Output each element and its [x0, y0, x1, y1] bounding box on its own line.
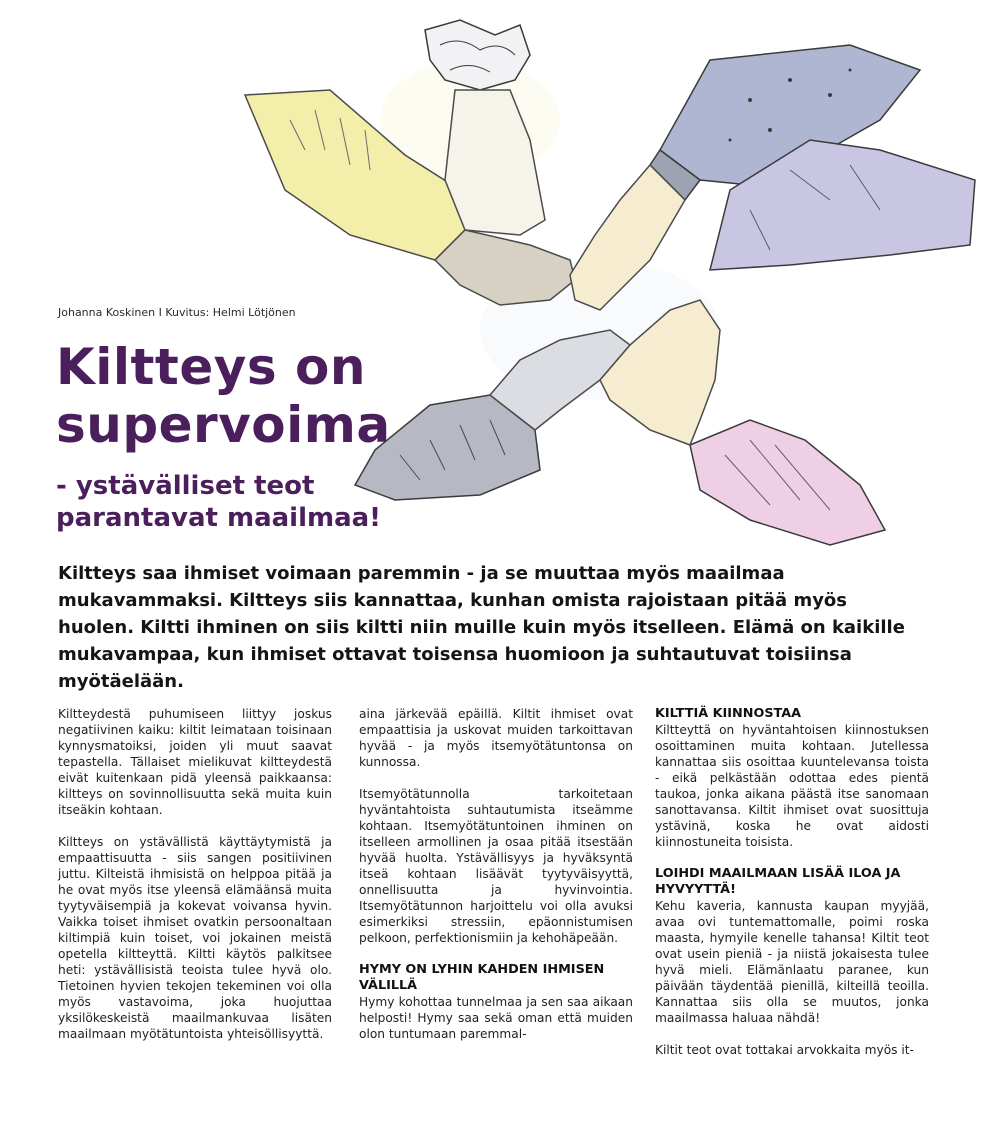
body-paragraph: aina järkevää epäillä. Kiltit ihmiset ovat empaattisia ja uskovat muiden tarkoittavan hyvää - ja myös itsemyötätuntonsa on kunnossa.	[359, 707, 633, 769]
body-paragraph: Kiltteys on ystävällistä käyttäytymistä ja empaattisuutta - siis sangen positiivinen juttu. Kilteistä ihmisistä on helppoa pitää ja he ovat myös itse yleensä elämäänsä muita tyytyväisempiä ja kokevat voivansa hyvin. Vaikka toiset ihmiset ovatkin persoonaltaan kiltimpiä kuin toiset, voi jokainen meistä opetella kiltteyttä. Kiltti käytös palkitsee heti: ystävällisistä teoista tulee hyvä olo. Tietoinen hyvien tekojen tekeminen voi olla myös vastavoima, joka huojuttaa yksilökeskeistä maailmankuvaa lisäten maailmaan myötätuntoista yhteisöllisyyttä.	[58, 835, 332, 1041]
pink-sleeve-arm	[600, 300, 885, 545]
column-3	[655, 706, 929, 1074]
headline	[56, 338, 391, 454]
body-paragraph: Kiltteyttä on hyväntahtoisen kiinnostuksen osoittaminen muita kohtaan. Jutellessa kannattaa siis osoittaa kuuntelevansa toista - eikä pelkästään odottaa edes pientä taukoa, jonka aikana päästä itse sanomaan sanottavansa. Kiltit ihmiset ovat suosittuja ystävinä, koska he ovat aidosti kiinnostuneita toisista.	[655, 723, 929, 849]
subheadline-line-2: parantavat maailmaa!	[56, 503, 382, 533]
section-heading-hymy: HYMY ON LYHIN KAHDEN IHMISEN VÄLILLÄ	[359, 962, 605, 993]
subheadline	[56, 470, 381, 534]
section-heading-loihdi: LOIHDI MAAILMAAN LISÄÄ ILOA JA HYVYYTTÄ!	[655, 866, 901, 897]
byline: Johanna Koskinen I Kuvitus: Helmi Lötjönen	[58, 306, 296, 319]
subheadline-line-1: - ystävälliset teot	[56, 471, 315, 501]
headline-line-2: supervoima	[56, 396, 391, 454]
column-1	[58, 706, 332, 1058]
headline-line-1: Kiltteys on	[56, 338, 366, 396]
lead-paragraph: Kiltteys saa ihmiset voimaan paremmin - ja se muuttaa myös maailmaa mukavammaksi. Kiltteys siis kannattaa, kunhan omista rajoistaan pitää myös huolen. Kiltti ihminen on siis kiltti niin muille kuin myös itselleen. Elämä on kaikille mukavampaa, kun ihmiset ottavat toisensa huomioon ja suhtautuvat toisiinsa myötäelään.	[58, 563, 905, 692]
column-2	[359, 706, 633, 1058]
body-paragraph: Kiltit teot ovat tottakai arvokkaita myös it-	[655, 1043, 914, 1057]
body-paragraph: Kehu kaveria, kannusta kaupan myyjää, avaa ovi tuntemattomalle, poimi roska maasta, hymyile kenelle tahansa! Kiltit teot ovat usein pieniä - ja niistä jokaisesta tulee hyvä mieli. Elämänlaatu paranee, kun päivään täydentää pienillä, kilteillä teoilla. Kannattaa siis olla se muutos, jonka maailmassa haluaa nähdä!	[655, 899, 929, 1025]
body-paragraph: Hymy kohottaa tunnelmaa ja sen saa aikaan helposti! Hymy saa sekä oman että muiden olon tuntumaan paremmal-	[359, 995, 633, 1041]
body-paragraph: Kiltteydestä puhumiseen liittyy joskus negatiivinen kaiku: kiltit leimataan toisinaan kynnysmatoiksi, joiden yli muut saavat tepastella. Tällaiset mielikuvat kiltteydestä eivät kuitenkaan pidä yleensä paikkaansa: kiltteys on sovinnollisuutta sekä muita kuin itseäkin kohtaan.	[58, 707, 332, 817]
section-heading-kiltti: KILTTIÄ KIINNOSTAA	[655, 706, 802, 721]
body-paragraph: Itsemyötätunnolla tarkoitetaan hyväntahtoista suhtautumista itseämme kohtaan. Itsemyötätuntoinen ihminen on itselleen armollinen ja osaa pitää itsestään hyvää huolta. Ystävällisyys ja hyväksyntä itseä kohtaan lisäävät tyytyväisyyttä, onnellisuutta ja hyvinvointia. Itsemyötätunnon harjoittelu voi olla avuksi esimerkiksi stressiin, epäonnistumisen pelkoon, perfektionismiin ja kehohäpeään.	[359, 787, 633, 945]
